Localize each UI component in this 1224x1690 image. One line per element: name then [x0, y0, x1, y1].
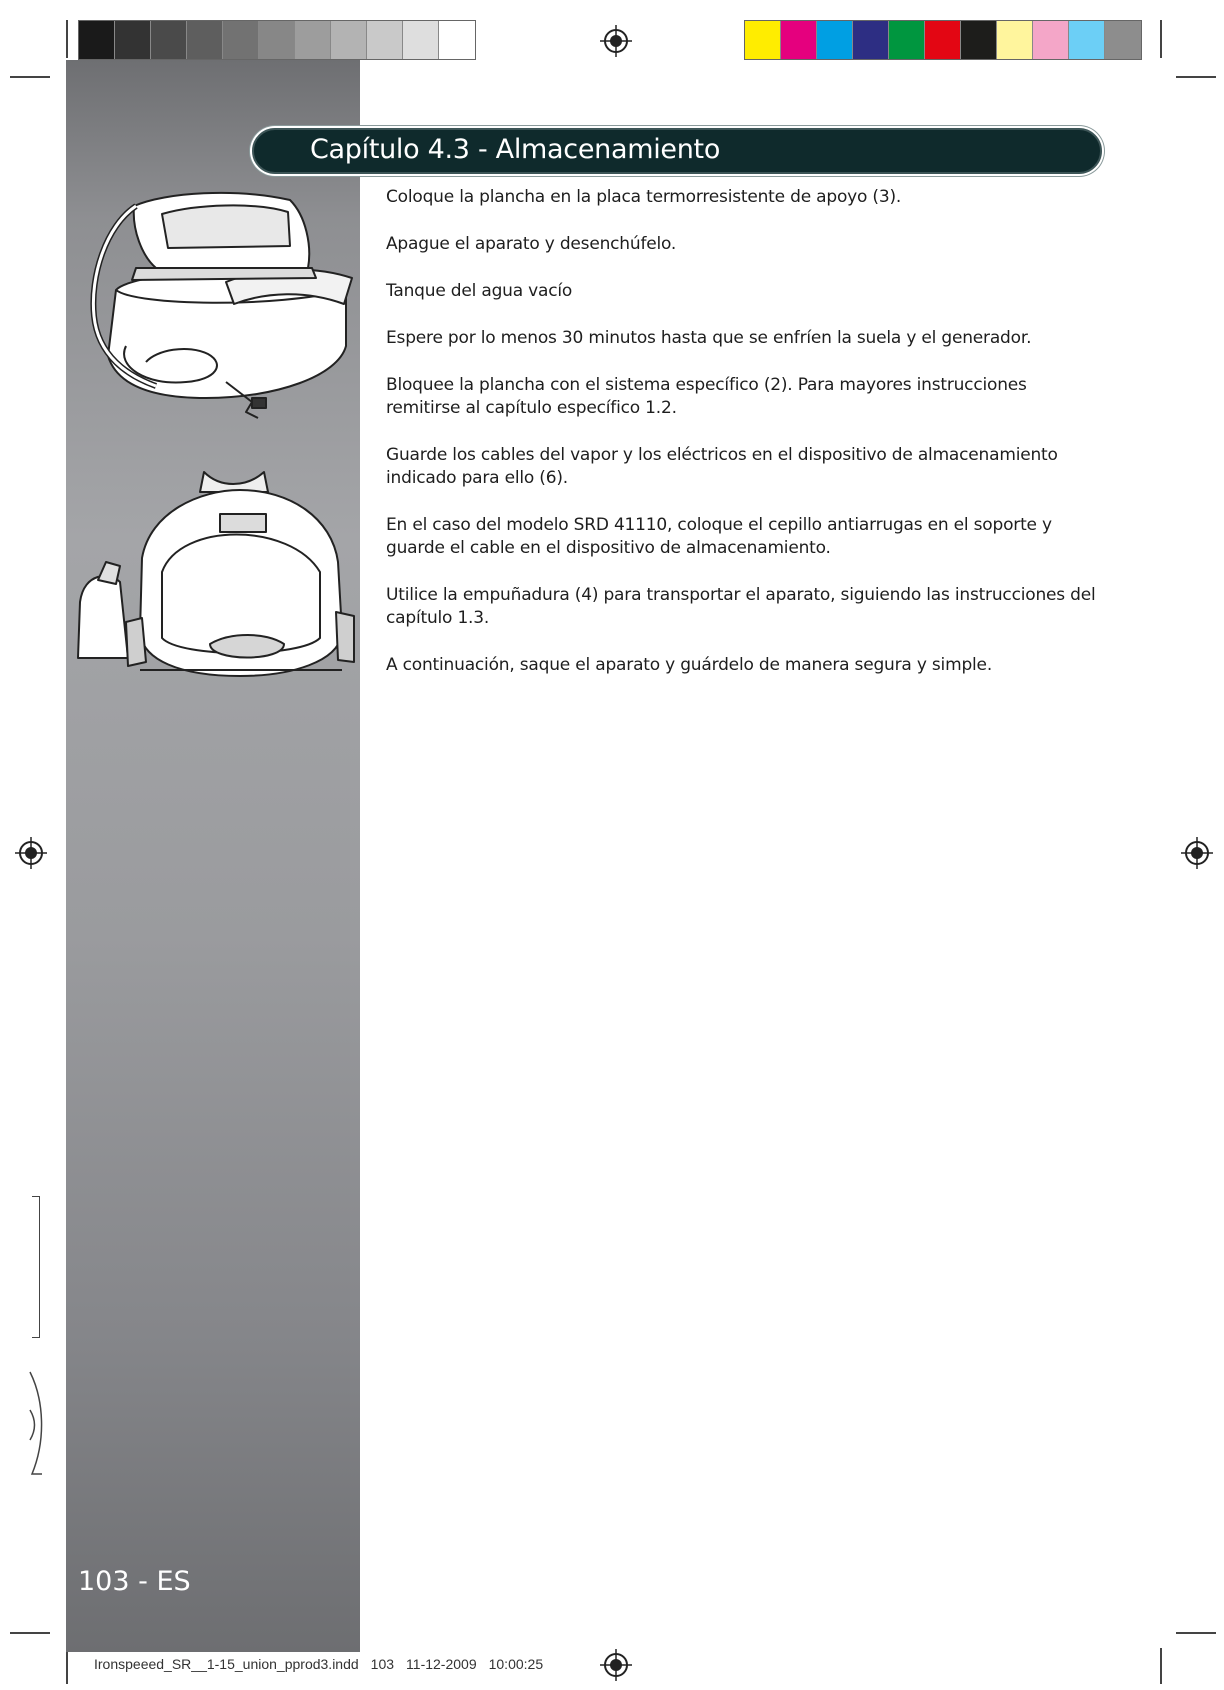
chapter-title: Capítulo 4.3 - Almacenamiento	[310, 134, 721, 165]
color-swatch	[187, 21, 223, 59]
crop-mark	[10, 76, 50, 78]
color-swatch	[115, 21, 151, 59]
instruction-paragraph: A continuación, saque el aparato y guárdelo de manera segura y simple.	[386, 655, 993, 675]
slug-file-name: Ironspeeed_SR__1-15_union_pprod3.indd	[94, 1656, 359, 1672]
crop-mark	[1176, 1632, 1216, 1634]
slug-page-ref: 103	[370, 1656, 395, 1672]
instruction-paragraph: Bloquee la plancha con el sistema específico (2). Para mayores instrucciones remitirse al capítulo específico 1.2.	[386, 375, 1027, 418]
color-swatch	[889, 21, 925, 59]
color-swatch	[295, 21, 331, 59]
slug-date: 11-12-2009	[406, 1656, 477, 1672]
registration-mark-icon	[1180, 836, 1214, 870]
chapter-header	[252, 128, 1102, 174]
color-swatch	[79, 21, 115, 59]
crop-mark	[66, 1648, 68, 1684]
registration-mark-icon	[599, 24, 633, 58]
print-slug	[94, 1656, 555, 1672]
instruction-paragraph: Coloque la plancha en la placa termorresistente de apoyo (3).	[386, 187, 902, 207]
color-swatch	[1069, 21, 1105, 59]
registration-mark-icon	[14, 836, 48, 870]
color-swatch	[997, 21, 1033, 59]
crop-mark	[10, 1632, 50, 1634]
crop-mark	[1160, 1648, 1162, 1684]
registration-mark-icon	[599, 1648, 633, 1682]
instruction-paragraph: Utilice la empuñadura (4) para transportar el aparato, siguiendo las instrucciones del capítulo 1.3.	[386, 585, 1096, 628]
margin-bracket	[32, 1196, 40, 1338]
crop-mark	[66, 20, 68, 58]
color-swatch	[223, 21, 259, 59]
instruction-paragraph: Apague el aparato y desenchúfelo.	[386, 234, 677, 254]
color-swatch-strip	[744, 20, 1142, 60]
grey-swatch-strip	[78, 20, 476, 60]
color-swatch	[853, 21, 889, 59]
color-swatch	[151, 21, 187, 59]
color-swatch	[745, 21, 781, 59]
color-swatch	[925, 21, 961, 59]
generator-back-view-illustration	[70, 462, 358, 684]
color-swatch	[439, 21, 475, 59]
color-swatch	[961, 21, 997, 59]
margin-curve	[24, 1370, 48, 1480]
color-swatch	[331, 21, 367, 59]
instruction-paragraph: Espere por lo menos 30 minutos hasta que se enfríen la suela y el generador.	[386, 328, 1032, 348]
slug-time: 10:00:25	[488, 1656, 544, 1672]
page-number: 103 - ES	[78, 1566, 191, 1597]
color-swatch	[367, 21, 403, 59]
color-swatch	[817, 21, 853, 59]
instruction-list	[386, 186, 1098, 701]
color-swatch	[259, 21, 295, 59]
instruction-paragraph: En el caso del modelo SRD 41110, coloque el cepillo antiarrugas en el soporte y guarde el cable en el dispositivo de almacenamiento.	[386, 515, 1052, 558]
color-swatch	[1105, 21, 1141, 59]
iron-on-generator-illustration	[76, 186, 358, 422]
instruction-paragraph: Tanque del agua vacío	[386, 281, 573, 301]
instruction-paragraph: Guarde los cables del vapor y los eléctricos en el dispositivo de almacenamiento indicado para ello (6).	[386, 445, 1058, 488]
color-swatch	[781, 21, 817, 59]
color-swatch	[1033, 21, 1069, 59]
crop-mark	[1176, 76, 1216, 78]
color-swatch	[403, 21, 439, 59]
crop-mark	[1160, 20, 1162, 58]
